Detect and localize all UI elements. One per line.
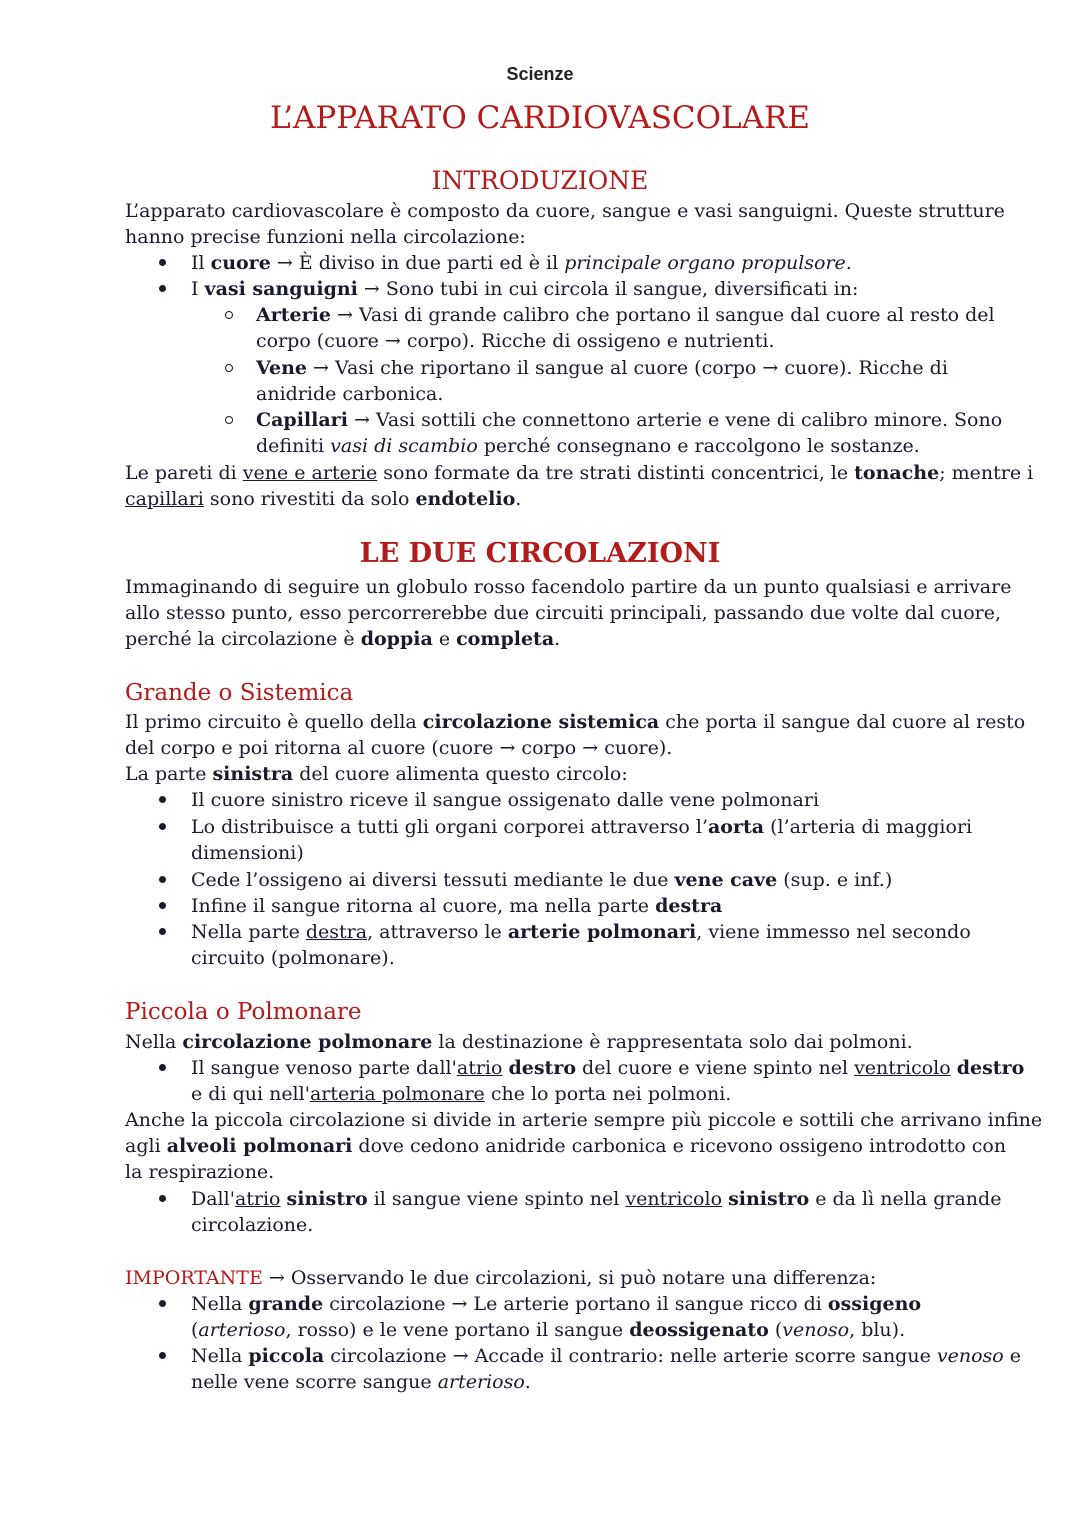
importante-bullet-2: Nella piccola circolazione → Accade il contrario: nelle arterie scorre sangue venoso e	[191, 1345, 1022, 1367]
due-circolazioni-heading: LE DUE CIRCOLAZIONI	[359, 538, 721, 569]
bullet-icon	[159, 1300, 166, 1307]
intro-line-1: L’apparato cardiovascolare è composto da cuore, sangue e vasi sanguigni. Queste strutture	[125, 200, 1005, 222]
piccola-para-line-2: agli alveoli polmonari dove cedono anidride carbonica e ricevono ossigeno introdotto con	[125, 1135, 1007, 1157]
intro-heading: INTRODUZIONE	[431, 166, 649, 195]
bullet-icon	[159, 1352, 166, 1359]
grande-bullet-2-line-2: dimensioni)	[191, 842, 304, 864]
importante-bullet-1: Nella grande circolazione → Le arterie portano il sangue ricco di ossigeno	[191, 1293, 922, 1315]
due-line-1: Immaginando di seguire un globulo rosso facendolo partire da un punto qualsiasi e arrivare	[125, 576, 1012, 598]
intro-arterie-line-1: Arterie → Vasi di grande calibro che portano il sangue dal cuore al resto del	[256, 304, 995, 326]
intro-pareti-line-1: Le pareti di vene e arterie sono formate da tre strati distinti concentrici, le tonache; mentre i	[125, 462, 1034, 484]
bullet-icon	[159, 796, 166, 803]
piccola-bullet-1: Il sangue venoso parte dall'atrio destro del cuore e viene spinto nel ventricolo destro	[191, 1057, 1025, 1079]
grande-bullet-1: Il cuore sinistro riceve il sangue ossigenato dalle vene polmonari	[191, 789, 820, 811]
grande-bullet-3: Cede l’ossigeno ai diversi tessuti mediante le due vene cave (sup. e inf.)	[191, 869, 893, 891]
bullet-icon	[159, 1064, 166, 1071]
intro-vene-line-2: anidride carbonica.	[256, 383, 444, 405]
grande-bullet-2: Lo distribuisce a tutti gli organi corporei attraverso l’aorta (l’arteria di maggiori	[191, 816, 973, 838]
piccola-bullet-2: Dall'atrio sinistro il sangue viene spinto nel ventricolo sinistro e da lì nella grande	[191, 1188, 1002, 1210]
bullet-icon	[159, 928, 166, 935]
due-line-2: allo stesso punto, esso percorrerebbe due circuiti principali, passando due volte dal cuore,	[125, 602, 1002, 624]
intro-bullet-vasi: I vasi sanguigni → Sono tubi in cui circola il sangue, diversificati in:	[191, 278, 859, 300]
intro-capillari-line-1: Capillari → Vasi sottili che connettono arterie e vene di calibro minore. Sono	[256, 409, 1003, 431]
piccola-bullet-1-line-2: e di qui nell'arteria polmonare che lo porta nei polmoni.	[191, 1083, 732, 1105]
intro-pareti-line-2: capillari sono rivestiti da solo endotelio.	[125, 488, 522, 510]
intro-line-2: hanno precise funzioni nella circolazione:	[125, 226, 526, 248]
intro-bullet-cuore: Il cuore → È diviso in due parti ed è il principale organo propulsore.	[191, 252, 852, 274]
importante-bullet-2-line-2: nelle vene scorre sangue arterioso.	[191, 1371, 531, 1393]
sub-bullet-icon	[225, 311, 233, 319]
grande-line-3: La parte sinistra del cuore alimenta questo circolo:	[125, 763, 628, 785]
importante-bullet-1-line-2: (arterioso, rosso) e le vene portano il sangue deossigenato (venoso, blu).	[191, 1319, 906, 1341]
subject-label: Scienze	[506, 64, 574, 84]
bullet-icon	[159, 902, 166, 909]
intro-capillari-line-2: definiti vasi di scambio perché consegnano e raccolgono le sostanze.	[256, 435, 920, 457]
bullet-icon	[159, 259, 166, 266]
bullet-icon	[159, 823, 166, 830]
grande-line-2: del corpo e poi ritorna al cuore (cuore → corpo → cuore).	[125, 737, 673, 759]
page-title: L’APPARATO CARDIOVASCOLARE	[269, 100, 811, 136]
intro-arterie-line-2: corpo (cuore → corpo). Ricche di ossigeno e nutrienti.	[256, 330, 775, 352]
piccola-para-line-1: Anche la piccola circolazione si divide in arterie sempre più piccole e sottili che arrivano infine	[125, 1109, 1043, 1131]
importante-label: IMPORTANTE	[125, 1267, 263, 1289]
piccola-para-line-3: la respirazione.	[125, 1161, 275, 1183]
importante-line: IMPORTANTE → Osservando le due circolazioni, si può notare una differenza:	[125, 1267, 877, 1289]
bullet-icon	[159, 1195, 166, 1202]
piccola-heading: Piccola o Polmonare	[125, 999, 362, 1025]
intro-vene-line-1: Vene → Vasi che riportano il sangue al cuore (corpo → cuore). Ricche di	[256, 357, 948, 379]
bullet-icon	[159, 876, 166, 883]
grande-heading: Grande o Sistemica	[125, 680, 354, 706]
grande-bullet-5: Nella parte destra, attraverso le arterie polmonari, viene immesso nel secondo	[191, 921, 971, 943]
grande-bullet-5-line-2: circuito (polmonare).	[191, 947, 395, 969]
grande-line-1: Il primo circuito è quello della circolazione sistemica che porta il sangue dal cuore al resto	[125, 711, 1026, 733]
grande-bullet-4: Infine il sangue ritorna al cuore, ma nella parte destra	[191, 895, 723, 917]
sub-bullet-icon	[225, 416, 233, 424]
due-line-3: perché la circolazione è doppia e completa.	[125, 628, 561, 650]
piccola-line-1: Nella circolazione polmonare la destinazione è rappresentata solo dai polmoni.	[125, 1031, 913, 1053]
sub-bullet-icon	[225, 364, 233, 372]
piccola-bullet-2-line-2: circolazione.	[191, 1214, 314, 1236]
bullet-icon	[159, 285, 166, 292]
